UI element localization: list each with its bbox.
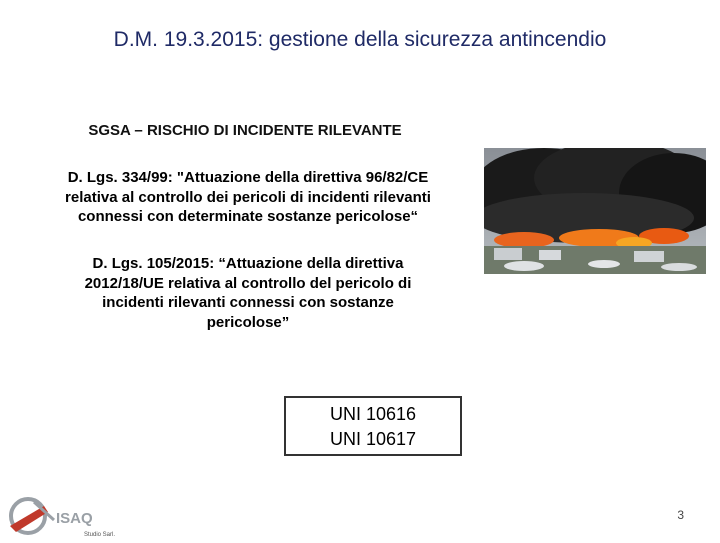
paragraph-dlgs-334-99 (22, 168, 474, 227)
paragraph-1-line: connessi con determinate sostanze pericolose“ (77, 208, 419, 225)
paragraph-dlgs-105-2015 (40, 254, 456, 332)
page-number: 3 (677, 508, 684, 522)
uni-standards-box (284, 396, 462, 456)
paragraph-2-line: incidenti rilevanti connessi con sostanze (102, 294, 394, 311)
paragraph-2-line: D. Lgs. 105/2015: “Attuazione della direttiva (92, 255, 404, 272)
paragraph-1-line: D. Lgs. 334/99: "Attuazione della direttiva 96/82/CE (67, 169, 429, 186)
paragraph-1-line: relativa al controllo dei pericoli di incidenti rilevanti (65, 188, 431, 206)
uni-standard: UNI 10616 (329, 404, 417, 424)
isaq-logo (4, 492, 134, 538)
uni-standard: UNI 10617 (329, 429, 417, 449)
section-subtitle: SGSA – RISCHIO DI INCIDENTE RILEVANTE (88, 122, 402, 139)
fire-smoke-illustration (484, 148, 706, 274)
svg-text:Studio Sarl.: Studio Sarl. (84, 532, 116, 538)
paragraph-2-line: 2012/18/UE relativa al controllo del pericolo di (84, 274, 412, 292)
industrial-fire-photo (484, 148, 706, 274)
slide-title: D.M. 19.3.2015: gestione della sicurezza antincendio (113, 28, 607, 51)
paragraph-2-line: pericolose” (206, 313, 290, 331)
svg-text:ISAQ: ISAQ (56, 510, 93, 527)
isaq-logo-mark (4, 492, 134, 538)
